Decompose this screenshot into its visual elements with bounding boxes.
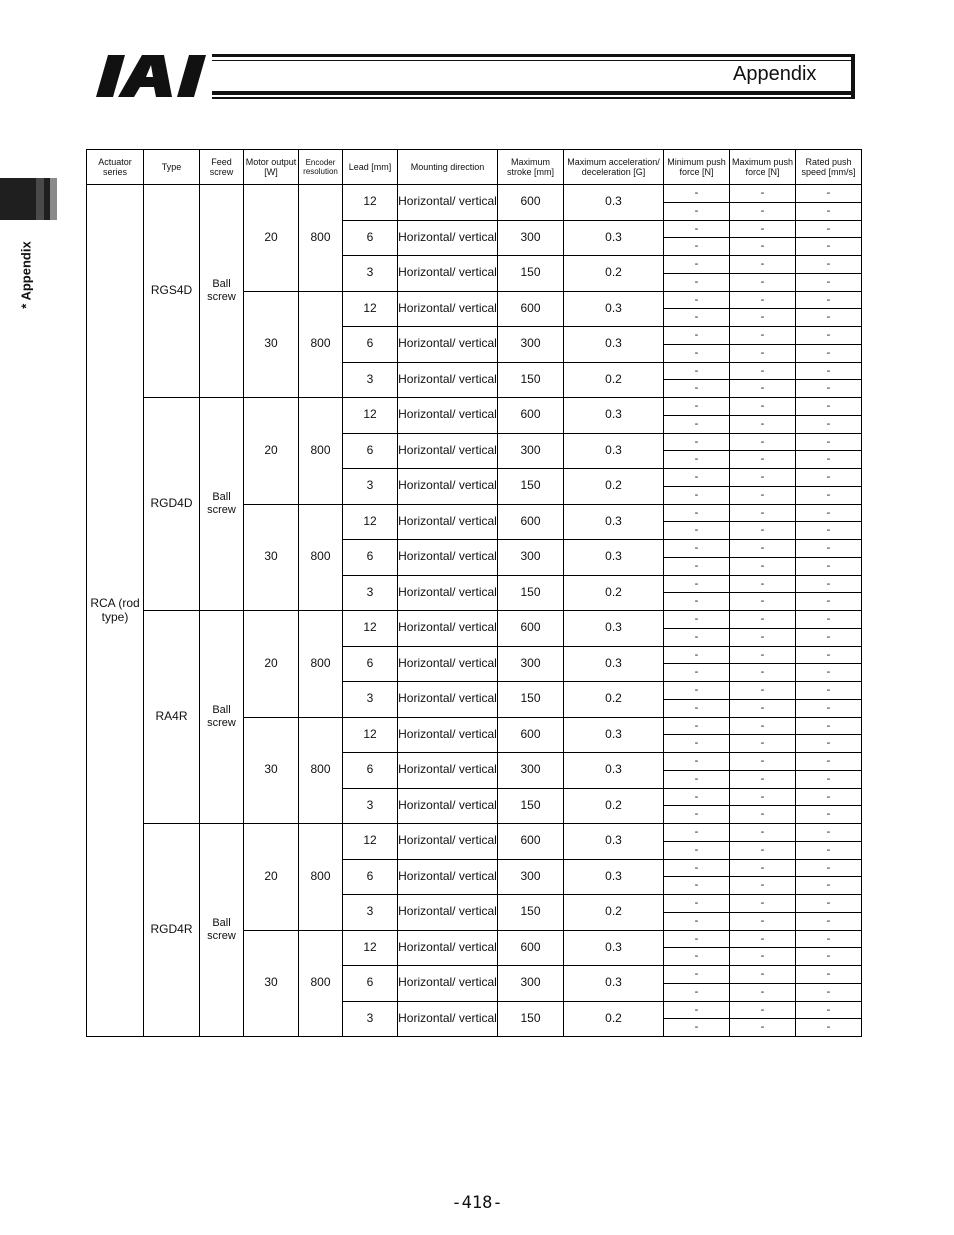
lead-cell: 3 <box>343 788 398 824</box>
max-push-force-cell: - <box>730 930 796 948</box>
rated-push-speed-cell: - <box>796 930 862 948</box>
max-push-force-cell: - <box>730 611 796 629</box>
rated-push-speed-cell: - <box>796 753 862 771</box>
mounting-direction-cell: Horizontal/ vertical <box>398 575 498 611</box>
motor-output-cell: 30 <box>244 504 299 611</box>
rated-push-speed-cell: - <box>796 983 862 1001</box>
max-push-force-cell: - <box>730 557 796 575</box>
max-acceleration-cell: 0.2 <box>564 895 664 931</box>
max-push-force-cell: - <box>730 841 796 859</box>
header-rule <box>212 97 854 99</box>
col-header: Maximum push force [N] <box>730 150 796 185</box>
mounting-direction-cell: Horizontal/ vertical <box>398 185 498 221</box>
max-push-force-cell: - <box>730 469 796 487</box>
max-push-force-cell: - <box>730 344 796 362</box>
motor-output-cell: 20 <box>244 611 299 718</box>
col-header: Type <box>144 150 200 185</box>
actuator-series-cell: RCA (rod type) <box>87 185 144 1037</box>
min-push-force-cell: - <box>664 593 730 611</box>
lead-cell: 12 <box>343 185 398 221</box>
rated-push-speed-cell: - <box>796 575 862 593</box>
max-push-force-cell: - <box>730 682 796 700</box>
mounting-direction-cell: Horizontal/ vertical <box>398 362 498 398</box>
max-acceleration-cell: 0.3 <box>564 966 664 1002</box>
lead-cell: 3 <box>343 1001 398 1037</box>
max-push-force-cell: - <box>730 895 796 913</box>
max-acceleration-cell: 0.3 <box>564 540 664 576</box>
max-stroke-cell: 150 <box>498 469 564 505</box>
section-tab-label: * Appendix <box>18 241 34 309</box>
min-push-force-cell: - <box>664 611 730 629</box>
table-header-row <box>87 150 862 185</box>
rated-push-speed-cell: - <box>796 824 862 842</box>
min-push-force-cell: - <box>664 983 730 1001</box>
rated-push-speed-cell: - <box>796 362 862 380</box>
min-push-force-cell: - <box>664 362 730 380</box>
min-push-force-cell: - <box>664 824 730 842</box>
page-title: Appendix <box>733 63 817 85</box>
min-push-force-cell: - <box>664 486 730 504</box>
min-push-force-cell: - <box>664 220 730 238</box>
rated-push-speed-cell: - <box>796 628 862 646</box>
max-acceleration-cell: 0.3 <box>564 717 664 753</box>
max-push-force-cell: - <box>730 717 796 735</box>
max-push-force-cell: - <box>730 593 796 611</box>
rated-push-speed-cell: - <box>796 912 862 930</box>
lead-cell: 6 <box>343 540 398 576</box>
max-stroke-cell: 600 <box>498 398 564 434</box>
rated-push-speed-cell: - <box>796 415 862 433</box>
max-push-force-cell: - <box>730 735 796 753</box>
min-push-force-cell: - <box>664 433 730 451</box>
min-push-force-cell: - <box>664 646 730 664</box>
max-stroke-cell: 600 <box>498 185 564 221</box>
min-push-force-cell: - <box>664 557 730 575</box>
max-acceleration-cell: 0.2 <box>564 788 664 824</box>
lead-cell: 6 <box>343 753 398 789</box>
rated-push-speed-cell: - <box>796 788 862 806</box>
lead-cell: 12 <box>343 611 398 647</box>
rated-push-speed-cell: - <box>796 256 862 274</box>
max-acceleration-cell: 0.3 <box>564 504 664 540</box>
rated-push-speed-cell: - <box>796 486 862 504</box>
min-push-force-cell: - <box>664 930 730 948</box>
max-push-force-cell: - <box>730 504 796 522</box>
iai-logo <box>96 52 216 100</box>
lead-cell: 12 <box>343 930 398 966</box>
header-rule <box>212 60 854 61</box>
max-acceleration-cell: 0.3 <box>564 824 664 860</box>
max-stroke-cell: 600 <box>498 930 564 966</box>
rated-push-speed-cell: - <box>796 469 862 487</box>
max-push-force-cell: - <box>730 948 796 966</box>
min-push-force-cell: - <box>664 540 730 558</box>
max-push-force-cell: - <box>730 522 796 540</box>
max-acceleration-cell: 0.3 <box>564 646 664 682</box>
max-stroke-cell: 300 <box>498 966 564 1002</box>
mounting-direction-cell: Horizontal/ vertical <box>398 398 498 434</box>
mounting-direction-cell: Horizontal/ vertical <box>398 966 498 1002</box>
rated-push-speed-cell: - <box>796 398 862 416</box>
max-push-force-cell: - <box>730 327 796 345</box>
rated-push-speed-cell: - <box>796 522 862 540</box>
lead-cell: 12 <box>343 717 398 753</box>
min-push-force-cell: - <box>664 273 730 291</box>
min-push-force-cell: - <box>664 717 730 735</box>
min-push-force-cell: - <box>664 522 730 540</box>
max-push-force-cell: - <box>730 238 796 256</box>
rated-push-speed-cell: - <box>796 238 862 256</box>
max-acceleration-cell: 0.3 <box>564 930 664 966</box>
max-push-force-cell: - <box>730 806 796 824</box>
min-push-force-cell: - <box>664 628 730 646</box>
lead-cell: 3 <box>343 682 398 718</box>
rated-push-speed-cell: - <box>796 451 862 469</box>
motor-output-cell: 30 <box>244 930 299 1037</box>
min-push-force-cell: - <box>664 770 730 788</box>
max-push-force-cell: - <box>730 185 796 203</box>
mounting-direction-cell: Horizontal/ vertical <box>398 1001 498 1037</box>
max-push-force-cell: - <box>730 575 796 593</box>
max-push-force-cell: - <box>730 699 796 717</box>
rated-push-speed-cell: - <box>796 770 862 788</box>
max-acceleration-cell: 0.3 <box>564 611 664 647</box>
min-push-force-cell: - <box>664 238 730 256</box>
max-push-force-cell: - <box>730 398 796 416</box>
mounting-direction-cell: Horizontal/ vertical <box>398 220 498 256</box>
min-push-force-cell: - <box>664 859 730 877</box>
table-body <box>87 185 862 1037</box>
max-acceleration-cell: 0.2 <box>564 362 664 398</box>
rated-push-speed-cell: - <box>796 1019 862 1037</box>
lead-cell: 6 <box>343 646 398 682</box>
max-stroke-cell: 300 <box>498 540 564 576</box>
min-push-force-cell: - <box>664 806 730 824</box>
max-push-force-cell: - <box>730 753 796 771</box>
type-cell: RGD4R <box>144 824 200 1037</box>
min-push-force-cell: - <box>664 575 730 593</box>
rated-push-speed-cell: - <box>796 185 862 203</box>
min-push-force-cell: - <box>664 202 730 220</box>
max-push-force-cell: - <box>730 966 796 984</box>
rated-push-speed-cell: - <box>796 557 862 575</box>
max-acceleration-cell: 0.2 <box>564 469 664 505</box>
max-acceleration-cell: 0.2 <box>564 682 664 718</box>
min-push-force-cell: - <box>664 504 730 522</box>
rated-push-speed-cell: - <box>796 895 862 913</box>
rated-push-speed-cell: - <box>796 202 862 220</box>
mounting-direction-cell: Horizontal/ vertical <box>398 682 498 718</box>
col-header: Lead [mm] <box>343 150 398 185</box>
mounting-direction-cell: Horizontal/ vertical <box>398 930 498 966</box>
min-push-force-cell: - <box>664 1019 730 1037</box>
table-row <box>87 185 862 203</box>
max-push-force-cell: - <box>730 824 796 842</box>
max-stroke-cell: 300 <box>498 859 564 895</box>
lead-cell: 6 <box>343 966 398 1002</box>
min-push-force-cell: - <box>664 966 730 984</box>
lead-cell: 6 <box>343 327 398 363</box>
mounting-direction-cell: Horizontal/ vertical <box>398 611 498 647</box>
max-push-force-cell: - <box>730 912 796 930</box>
encoder-resolution-cell: 800 <box>299 291 343 398</box>
col-header: Encoder resolution <box>299 150 343 185</box>
col-header: Maximum stroke [mm] <box>498 150 564 185</box>
lead-cell: 12 <box>343 398 398 434</box>
max-stroke-cell: 600 <box>498 291 564 327</box>
rated-push-speed-cell: - <box>796 859 862 877</box>
max-push-force-cell: - <box>730 202 796 220</box>
max-push-force-cell: - <box>730 309 796 327</box>
header-rule <box>212 91 854 95</box>
col-header: Actuator series <box>87 150 144 185</box>
max-acceleration-cell: 0.2 <box>564 575 664 611</box>
lead-cell: 12 <box>343 504 398 540</box>
encoder-resolution-cell: 800 <box>299 930 343 1037</box>
rated-push-speed-cell: - <box>796 344 862 362</box>
max-acceleration-cell: 0.3 <box>564 398 664 434</box>
col-header: Minimum push force [N] <box>664 150 730 185</box>
motor-output-cell: 20 <box>244 824 299 931</box>
mounting-direction-cell: Horizontal/ vertical <box>398 433 498 469</box>
max-stroke-cell: 300 <box>498 327 564 363</box>
min-push-force-cell: - <box>664 415 730 433</box>
max-acceleration-cell: 0.2 <box>564 1001 664 1037</box>
max-push-force-cell: - <box>730 433 796 451</box>
mounting-direction-cell: Horizontal/ vertical <box>398 717 498 753</box>
mounting-direction-cell: Horizontal/ vertical <box>398 327 498 363</box>
mounting-direction-cell: Horizontal/ vertical <box>398 291 498 327</box>
mounting-direction-cell: Horizontal/ vertical <box>398 256 498 292</box>
max-acceleration-cell: 0.3 <box>564 433 664 469</box>
mounting-direction-cell: Horizontal/ vertical <box>398 895 498 931</box>
max-stroke-cell: 150 <box>498 788 564 824</box>
actuator-spec-table <box>86 149 862 1037</box>
encoder-resolution-cell: 800 <box>299 717 343 824</box>
col-header: Mounting direction <box>398 150 498 185</box>
lead-cell: 3 <box>343 575 398 611</box>
max-stroke-cell: 600 <box>498 504 564 540</box>
max-push-force-cell: - <box>730 380 796 398</box>
col-header: Rated push speed [mm/s] <box>796 150 862 185</box>
max-stroke-cell: 300 <box>498 433 564 469</box>
max-stroke-cell: 600 <box>498 611 564 647</box>
min-push-force-cell: - <box>664 1001 730 1019</box>
max-push-force-cell: - <box>730 983 796 1001</box>
rated-push-speed-cell: - <box>796 966 862 984</box>
rated-push-speed-cell: - <box>796 433 862 451</box>
max-stroke-cell: 150 <box>498 895 564 931</box>
encoder-resolution-cell: 800 <box>299 611 343 718</box>
header-rule <box>212 54 854 57</box>
rated-push-speed-cell: - <box>796 327 862 345</box>
feed-screw-cell: Ball screw <box>200 824 244 1037</box>
min-push-force-cell: - <box>664 841 730 859</box>
max-stroke-cell: 150 <box>498 362 564 398</box>
min-push-force-cell: - <box>664 256 730 274</box>
feed-screw-cell: Ball screw <box>200 185 244 398</box>
rated-push-speed-cell: - <box>796 682 862 700</box>
max-push-force-cell: - <box>730 1019 796 1037</box>
max-stroke-cell: 300 <box>498 646 564 682</box>
mounting-direction-cell: Horizontal/ vertical <box>398 824 498 860</box>
mounting-direction-cell: Horizontal/ vertical <box>398 469 498 505</box>
mounting-direction-cell: Horizontal/ vertical <box>398 859 498 895</box>
lead-cell: 3 <box>343 895 398 931</box>
rated-push-speed-cell: - <box>796 664 862 682</box>
encoder-resolution-cell: 800 <box>299 504 343 611</box>
rated-push-speed-cell: - <box>796 273 862 291</box>
col-header: Maximum acceleration/ deceleration [G] <box>564 150 664 185</box>
page-number: -418- <box>451 1193 503 1213</box>
lead-cell: 6 <box>343 220 398 256</box>
max-acceleration-cell: 0.3 <box>564 185 664 221</box>
min-push-force-cell: - <box>664 948 730 966</box>
min-push-force-cell: - <box>664 451 730 469</box>
table-row <box>87 398 862 416</box>
motor-output-cell: 30 <box>244 717 299 824</box>
lead-cell: 12 <box>343 824 398 860</box>
type-cell: RGD4D <box>144 398 200 611</box>
max-stroke-cell: 150 <box>498 256 564 292</box>
max-push-force-cell: - <box>730 646 796 664</box>
rated-push-speed-cell: - <box>796 841 862 859</box>
max-push-force-cell: - <box>730 540 796 558</box>
feed-screw-cell: Ball screw <box>200 398 244 611</box>
max-push-force-cell: - <box>730 451 796 469</box>
max-push-force-cell: - <box>730 256 796 274</box>
min-push-force-cell: - <box>664 735 730 753</box>
max-push-force-cell: - <box>730 859 796 877</box>
rated-push-speed-cell: - <box>796 1001 862 1019</box>
min-push-force-cell: - <box>664 753 730 771</box>
min-push-force-cell: - <box>664 682 730 700</box>
motor-output-cell: 20 <box>244 398 299 505</box>
lead-cell: 3 <box>343 362 398 398</box>
max-stroke-cell: 150 <box>498 682 564 718</box>
max-push-force-cell: - <box>730 770 796 788</box>
lead-cell: 6 <box>343 859 398 895</box>
lead-cell: 6 <box>343 433 398 469</box>
mounting-direction-cell: Horizontal/ vertical <box>398 753 498 789</box>
max-stroke-cell: 300 <box>498 220 564 256</box>
type-cell: RA4R <box>144 611 200 824</box>
header-rule-end <box>851 54 855 99</box>
min-push-force-cell: - <box>664 309 730 327</box>
min-push-force-cell: - <box>664 469 730 487</box>
col-header: Motor output [W] <box>244 150 299 185</box>
max-push-force-cell: - <box>730 291 796 309</box>
rated-push-speed-cell: - <box>796 380 862 398</box>
min-push-force-cell: - <box>664 699 730 717</box>
rated-push-speed-cell: - <box>796 220 862 238</box>
max-stroke-cell: 300 <box>498 753 564 789</box>
rated-push-speed-cell: - <box>796 717 862 735</box>
max-push-force-cell: - <box>730 1001 796 1019</box>
min-push-force-cell: - <box>664 344 730 362</box>
max-push-force-cell: - <box>730 220 796 238</box>
rated-push-speed-cell: - <box>796 504 862 522</box>
max-acceleration-cell: 0.3 <box>564 753 664 789</box>
max-push-force-cell: - <box>730 628 796 646</box>
min-push-force-cell: - <box>664 788 730 806</box>
rated-push-speed-cell: - <box>796 611 862 629</box>
rated-push-speed-cell: - <box>796 291 862 309</box>
max-acceleration-cell: 0.2 <box>564 256 664 292</box>
encoder-resolution-cell: 800 <box>299 824 343 931</box>
min-push-force-cell: - <box>664 877 730 895</box>
max-stroke-cell: 150 <box>498 1001 564 1037</box>
rated-push-speed-cell: - <box>796 309 862 327</box>
max-acceleration-cell: 0.3 <box>564 220 664 256</box>
rated-push-speed-cell: - <box>796 593 862 611</box>
rated-push-speed-cell: - <box>796 948 862 966</box>
table-row <box>87 824 862 842</box>
rated-push-speed-cell: - <box>796 877 862 895</box>
max-acceleration-cell: 0.3 <box>564 327 664 363</box>
min-push-force-cell: - <box>664 380 730 398</box>
min-push-force-cell: - <box>664 398 730 416</box>
rated-push-speed-cell: - <box>796 735 862 753</box>
lead-cell: 12 <box>343 291 398 327</box>
max-push-force-cell: - <box>730 273 796 291</box>
type-cell: RGS4D <box>144 185 200 398</box>
max-stroke-cell: 600 <box>498 717 564 753</box>
rated-push-speed-cell: - <box>796 646 862 664</box>
motor-output-cell: 20 <box>244 185 299 292</box>
rated-push-speed-cell: - <box>796 540 862 558</box>
col-header: Feed screw <box>200 150 244 185</box>
feed-screw-cell: Ball screw <box>200 611 244 824</box>
motor-output-cell: 30 <box>244 291 299 398</box>
encoder-resolution-cell: 800 <box>299 398 343 505</box>
lead-cell: 3 <box>343 256 398 292</box>
max-push-force-cell: - <box>730 415 796 433</box>
max-push-force-cell: - <box>730 362 796 380</box>
max-push-force-cell: - <box>730 486 796 504</box>
min-push-force-cell: - <box>664 664 730 682</box>
mounting-direction-cell: Horizontal/ vertical <box>398 540 498 576</box>
max-stroke-cell: 600 <box>498 824 564 860</box>
max-stroke-cell: 150 <box>498 575 564 611</box>
mounting-direction-cell: Horizontal/ vertical <box>398 504 498 540</box>
min-push-force-cell: - <box>664 912 730 930</box>
rated-push-speed-cell: - <box>796 699 862 717</box>
max-acceleration-cell: 0.3 <box>564 291 664 327</box>
table-row <box>87 611 862 629</box>
max-push-force-cell: - <box>730 877 796 895</box>
min-push-force-cell: - <box>664 895 730 913</box>
max-push-force-cell: - <box>730 788 796 806</box>
mounting-direction-cell: Horizontal/ vertical <box>398 788 498 824</box>
rated-push-speed-cell: - <box>796 806 862 824</box>
lead-cell: 3 <box>343 469 398 505</box>
encoder-resolution-cell: 800 <box>299 185 343 292</box>
mounting-direction-cell: Horizontal/ vertical <box>398 646 498 682</box>
min-push-force-cell: - <box>664 291 730 309</box>
max-push-force-cell: - <box>730 664 796 682</box>
max-acceleration-cell: 0.3 <box>564 859 664 895</box>
min-push-force-cell: - <box>664 327 730 345</box>
min-push-force-cell: - <box>664 185 730 203</box>
section-tab-marker <box>0 178 57 220</box>
